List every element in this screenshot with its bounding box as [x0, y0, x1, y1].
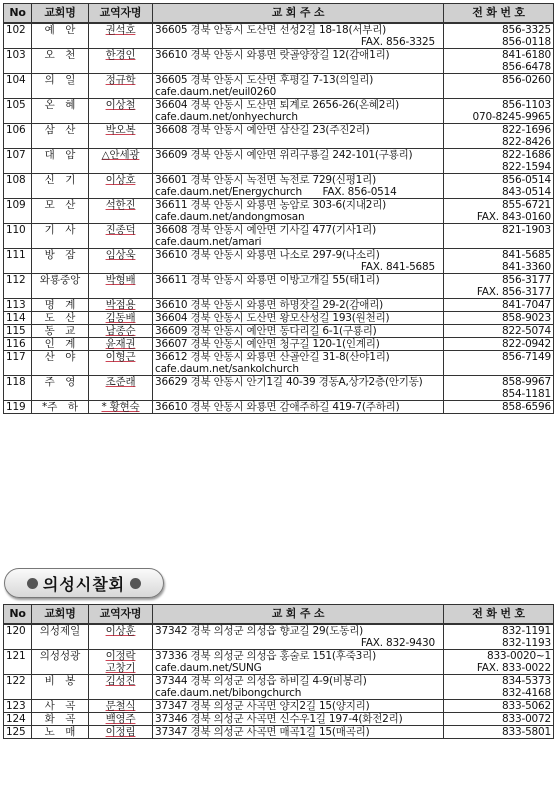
phone-numbers — [444, 700, 554, 713]
church-address — [153, 351, 444, 376]
pastor-name — [89, 299, 153, 312]
church-name: 산 야 — [32, 351, 89, 376]
pastor-name — [89, 726, 153, 739]
church-name: 모 산 — [32, 199, 89, 224]
phone-numbers — [444, 675, 554, 700]
church-address — [153, 624, 444, 650]
phone-line: 841-5685 — [502, 249, 551, 261]
table-row — [4, 650, 554, 675]
table-row — [4, 274, 554, 299]
address-line: 36612 경북 안동시 와룡면 산골안길 31-8(산야1리) — [155, 351, 390, 363]
phone-line: 833-0020~1 — [486, 650, 551, 662]
table-row — [4, 401, 554, 414]
church-address — [153, 274, 444, 299]
pastor-name — [89, 23, 153, 49]
pastor-line: 조준래 — [105, 376, 136, 388]
phone-numbers — [444, 224, 554, 249]
phone-line: 854-1181 — [502, 388, 551, 400]
pastor-line: 이상철 — [105, 99, 136, 111]
phone-numbers — [444, 149, 554, 174]
phone-line: 832-1193 — [502, 637, 551, 649]
phone-line: 833-0072 — [502, 713, 551, 725]
pastor-line: 이상훈 — [105, 625, 136, 637]
table-row — [4, 199, 554, 224]
pastor-line: 정규학 — [105, 74, 136, 86]
church-address — [153, 249, 444, 274]
phone-line: 856-0260 — [502, 74, 551, 86]
phone-line: 856-3177 — [502, 274, 551, 286]
phone-line: 822-0942 — [502, 338, 551, 350]
phone-line: 833-5801 — [502, 726, 551, 738]
pastor-name — [89, 224, 153, 249]
address-line: 37347 경북 의성군 사곡면 양지2길 15(양지리) — [155, 700, 370, 712]
church-number: 115 — [4, 325, 32, 338]
address-line: 37336 경북 의성군 의성읍 홍술로 151(후죽3리) — [155, 650, 377, 662]
phone-numbers — [444, 99, 554, 124]
church-number: 119 — [4, 401, 32, 414]
pastor-name — [89, 700, 153, 713]
pastor-line: 권석호 — [105, 24, 136, 36]
church-name: 도 산 — [32, 312, 89, 325]
phone-numbers — [444, 199, 554, 224]
table-row — [4, 299, 554, 312]
phone-numbers — [444, 726, 554, 739]
phone-line: 822-1594 — [502, 161, 551, 173]
table-row — [4, 700, 554, 713]
phone-line: 833-5062 — [502, 700, 551, 712]
church-name: 의성제일 — [32, 624, 89, 650]
phone-numbers — [444, 650, 554, 675]
address-line: 36611 경북 안동시 와룡면 이방고개길 55(태1리) — [155, 274, 380, 286]
church-address — [153, 338, 444, 351]
phone-line: 822-1696 — [502, 124, 551, 136]
church-number: 103 — [4, 49, 32, 74]
church-name: 예 안 — [32, 23, 89, 49]
pastor-line: 이정림 — [105, 726, 136, 738]
table-row — [4, 351, 554, 376]
church-name: 와룡중앙 — [32, 274, 89, 299]
church-address — [153, 325, 444, 338]
address-line: 36604 경북 안동시 도산면 퇴계로 2656-26(온혜2리) — [155, 99, 400, 111]
table-row — [4, 338, 554, 351]
phone-line: 832-1191 — [502, 625, 551, 637]
church-name: 의성성광 — [32, 650, 89, 675]
church-address — [153, 124, 444, 149]
pastor-line: 임상욱 — [105, 249, 136, 261]
phone-numbers — [444, 325, 554, 338]
church-name: *주 하 — [32, 401, 89, 414]
church-address — [153, 224, 444, 249]
church-name: 삼 산 — [32, 124, 89, 149]
pastor-line: 진종덕 — [105, 224, 136, 236]
table-row — [4, 312, 554, 325]
phone-line: 855-6721 — [502, 199, 551, 211]
church-number: 107 — [4, 149, 32, 174]
church-number: 117 — [4, 351, 32, 376]
church-name: 대 암 — [32, 149, 89, 174]
church-address — [153, 149, 444, 174]
pastor-line: 백영주 — [105, 713, 136, 725]
phone-numbers — [444, 624, 554, 650]
phone-line: 822-1686 — [502, 149, 551, 161]
pastor-name — [89, 351, 153, 376]
pastor-name — [89, 174, 153, 199]
pastor-name — [89, 675, 153, 700]
phone-line: 856-6478 — [502, 61, 551, 73]
fax-number: FAX. 841-5685 — [360, 261, 435, 273]
pastor-name — [89, 49, 153, 74]
address-line: cafe.daum.net/SUNG — [155, 662, 262, 674]
pastor-line: △안세광 — [101, 149, 140, 161]
phone-line: 832-4168 — [502, 687, 551, 699]
church-address — [153, 675, 444, 700]
table-row — [4, 325, 554, 338]
bullet-icon — [27, 578, 38, 589]
pastor-line: 석한진 — [105, 199, 136, 211]
phone-numbers — [444, 23, 554, 49]
table-row — [4, 49, 554, 74]
pastor-line: 이상호 — [105, 174, 136, 186]
phone-numbers — [444, 401, 554, 414]
pastor-line: 이정락 — [105, 650, 136, 662]
church-number: 120 — [4, 624, 32, 650]
church-name: 명 계 — [32, 299, 89, 312]
phone-numbers — [444, 312, 554, 325]
address-line: cafe.daum.net/bibongchurch — [155, 687, 302, 699]
church-number: 116 — [4, 338, 32, 351]
table-row — [4, 23, 554, 49]
address-line: 36605 경북 안동시 도산면 선성2길 18-18(서부리) — [155, 24, 387, 36]
phone-line: 856-0118 — [502, 36, 551, 48]
address-line: 36605 경북 안동시 도산면 후평길 7-13(의일리) — [155, 74, 374, 86]
address-line: 36608 경북 안동시 예안면 기사길 477(기사1리) — [155, 224, 377, 236]
col-address: 교 회 주 소 — [153, 4, 444, 24]
pastor-line: 이형근 — [105, 351, 136, 363]
address-line: 37344 경북 의성군 의성읍 하비길 4-9(비봉리) — [155, 675, 367, 687]
church-name: 의 일 — [32, 74, 89, 99]
address-line: cafe.daum.net/onhyechurch — [155, 111, 298, 123]
address-line: 36629 경북 안동시 안기1길 40-39 경동A,상가2층(안기동) — [155, 376, 423, 388]
fax-number: FAX. 832-9430 — [360, 637, 435, 649]
table-row — [4, 675, 554, 700]
church-name: 방 잠 — [32, 249, 89, 274]
pastor-name — [89, 338, 153, 351]
pastor-line: 박형배 — [105, 274, 136, 286]
address-line: 36610 경북 안동시 와룡면 랏골양장길 12(감애1리) — [155, 49, 390, 61]
pastor-name — [89, 376, 153, 401]
table-row — [4, 713, 554, 726]
phone-numbers — [444, 124, 554, 149]
address-line: 36610 경북 안동시 와룡면 감애주하길 419-7(주하리) — [155, 401, 400, 413]
phone-line: 858-9967 — [502, 376, 551, 388]
church-number: 121 — [4, 650, 32, 675]
address-line: cafe.daum.net/amari — [155, 236, 262, 248]
church-number: 125 — [4, 726, 32, 739]
pastor-name — [89, 713, 153, 726]
pastor-line: 박오복 — [105, 124, 136, 136]
church-address — [153, 401, 444, 414]
phone-line: 834-5373 — [502, 675, 551, 687]
table-header — [4, 605, 554, 625]
church-address — [153, 49, 444, 74]
pastor-name — [89, 149, 153, 174]
church-number: 118 — [4, 376, 32, 401]
address-line: cafe.daum.net/Energychurch FAX. 856-0514 — [155, 186, 397, 198]
phone-line: FAX. 856-3177 — [476, 286, 551, 298]
church-address — [153, 376, 444, 401]
address-line: 37346 경북 의성군 사곡면 신수우1길 197-4(화전2리) — [155, 713, 403, 725]
pastor-name — [89, 624, 153, 650]
church-address — [153, 199, 444, 224]
phone-line: 822-5074 — [502, 325, 551, 337]
phone-numbers — [444, 74, 554, 99]
phone-numbers — [444, 376, 554, 401]
phone-line: 822-8426 — [502, 136, 551, 148]
church-number: 112 — [4, 274, 32, 299]
pastor-name — [89, 650, 153, 675]
address-line: 37342 경북 의성군 의성읍 향교길 29(도동리) — [155, 625, 364, 637]
address-line: 37347 경북 의성군 사곡면 매곡1길 15(매곡리) — [155, 726, 370, 738]
table-row — [4, 224, 554, 249]
phone-numbers — [444, 713, 554, 726]
address-line: 36604 경북 안동시 도산면 왕모산성길 193(원천리) — [155, 312, 390, 324]
address-line: 36610 경북 안동시 와룡면 하명잣길 29-2(감애리) — [155, 299, 384, 311]
church-directory-table-1 — [3, 3, 554, 414]
address-line: cafe.daum.net/andongmosan — [155, 211, 305, 223]
church-name: 기 사 — [32, 224, 89, 249]
col-church: 교회명 — [32, 4, 89, 24]
phone-line: 856-3325 — [502, 24, 551, 36]
church-name: 화 곡 — [32, 713, 89, 726]
pastor-name — [89, 401, 153, 414]
church-number: 110 — [4, 224, 32, 249]
church-number: 104 — [4, 74, 32, 99]
section-banner — [4, 568, 164, 598]
address-line: 36601 경북 안동시 녹전면 녹전로 729(신평1리) — [155, 174, 377, 186]
table-row — [4, 149, 554, 174]
table-row — [4, 99, 554, 124]
table-row — [4, 174, 554, 199]
church-name: 사 곡 — [32, 700, 89, 713]
church-address — [153, 23, 444, 49]
phone-line: 858-9023 — [502, 312, 551, 324]
phone-line: 841-3360 — [502, 261, 551, 273]
church-name: 주 영 — [32, 376, 89, 401]
address-line: 36609 경북 안동시 예안면 동다리길 6-1(구룡리) — [155, 325, 377, 337]
col-phone: 전 화 번 호 — [444, 605, 554, 625]
pastor-name — [89, 124, 153, 149]
table-header — [4, 4, 554, 24]
pastor-line: 김성진 — [105, 675, 136, 687]
pastor-line: 남종순 — [105, 325, 136, 337]
church-name: 노 매 — [32, 726, 89, 739]
address-line: 36610 경북 안동시 와룡면 나소로 297-9(나소리) — [155, 249, 380, 261]
pastor-line: 윤재권 — [105, 338, 136, 350]
church-number: 105 — [4, 99, 32, 124]
church-number: 106 — [4, 124, 32, 149]
church-directory-table-2 — [3, 604, 554, 739]
church-number: 114 — [4, 312, 32, 325]
phone-numbers — [444, 351, 554, 376]
pastor-line: 박점용 — [105, 299, 136, 311]
col-no: No — [4, 4, 32, 24]
table-row — [4, 249, 554, 274]
church-name: 신 기 — [32, 174, 89, 199]
church-address — [153, 299, 444, 312]
church-address — [153, 650, 444, 675]
church-address — [153, 726, 444, 739]
church-address — [153, 174, 444, 199]
phone-line: 856-7149 — [502, 351, 551, 363]
phone-numbers — [444, 49, 554, 74]
col-pastor: 교역자명 — [89, 605, 153, 625]
address-line: cafe.daum.net/euil0260 — [155, 86, 277, 98]
col-address: 교 회 주 소 — [153, 605, 444, 625]
church-address — [153, 700, 444, 713]
bullet-icon — [130, 578, 141, 589]
col-no: No — [4, 605, 32, 625]
church-number: 113 — [4, 299, 32, 312]
church-number: 111 — [4, 249, 32, 274]
phone-line: 856-0514 — [502, 174, 551, 186]
address-line: 36609 경북 안동시 예안면 위리구룡길 242-101(구룡리) — [155, 149, 413, 161]
table-row — [4, 74, 554, 99]
phone-line: 070-8245-9965 — [472, 111, 551, 123]
pastor-name — [89, 74, 153, 99]
address-line: 36607 경북 안동시 예안면 청구길 120-1(인계리) — [155, 338, 380, 350]
church-address — [153, 713, 444, 726]
pastor-name — [89, 99, 153, 124]
church-name: 오 천 — [32, 49, 89, 74]
phone-line: FAX. 843-0160 — [476, 211, 551, 223]
col-church: 교회명 — [32, 605, 89, 625]
table-row — [4, 726, 554, 739]
pastor-name — [89, 249, 153, 274]
pastor-line: 김동배 — [105, 312, 136, 324]
pastor-line: 고창기 — [105, 662, 136, 674]
phone-numbers — [444, 338, 554, 351]
church-address — [153, 312, 444, 325]
church-name: 온 혜 — [32, 99, 89, 124]
address-line: 36608 경북 안동시 예안면 삼산길 23(주진2리) — [155, 124, 370, 136]
church-number: 109 — [4, 199, 32, 224]
pastor-line: * 황현숙 — [101, 401, 140, 413]
church-number: 123 — [4, 700, 32, 713]
church-address — [153, 99, 444, 124]
section-title: 의성시찰회 — [42, 574, 126, 594]
col-pastor: 교역자명 — [89, 4, 153, 24]
pastor-line: 문철식 — [105, 700, 136, 712]
phone-numbers — [444, 274, 554, 299]
table-row — [4, 624, 554, 650]
phone-line: 841-6180 — [502, 49, 551, 61]
phone-line: 841-7047 — [502, 299, 551, 311]
phone-numbers — [444, 299, 554, 312]
church-number: 102 — [4, 23, 32, 49]
church-name: 인 계 — [32, 338, 89, 351]
col-phone: 전 화 번 호 — [444, 4, 554, 24]
church-number: 108 — [4, 174, 32, 199]
pastor-name — [89, 274, 153, 299]
church-number: 122 — [4, 675, 32, 700]
church-number: 124 — [4, 713, 32, 726]
table-row — [4, 376, 554, 401]
pastor-name — [89, 312, 153, 325]
church-name: 동 교 — [32, 325, 89, 338]
phone-line: 858-6596 — [502, 401, 551, 413]
fax-number: FAX. 856-3325 — [360, 36, 435, 48]
address-line: 36611 경북 안동시 와룡면 농암로 303-6(지내2리) — [155, 199, 387, 211]
church-name: 비 봉 — [32, 675, 89, 700]
phone-line: 856-1103 — [502, 99, 551, 111]
phone-line: FAX. 833-0022 — [476, 662, 551, 674]
church-address — [153, 74, 444, 99]
pastor-name — [89, 199, 153, 224]
phone-line: 843-0514 — [502, 186, 551, 198]
pastor-name — [89, 325, 153, 338]
phone-numbers — [444, 174, 554, 199]
address-line: cafe.daum.net/sankolchurch — [155, 363, 299, 375]
table-row — [4, 124, 554, 149]
pastor-line: 한경인 — [105, 49, 136, 61]
phone-numbers — [444, 249, 554, 274]
phone-line: 821-1903 — [502, 224, 551, 236]
